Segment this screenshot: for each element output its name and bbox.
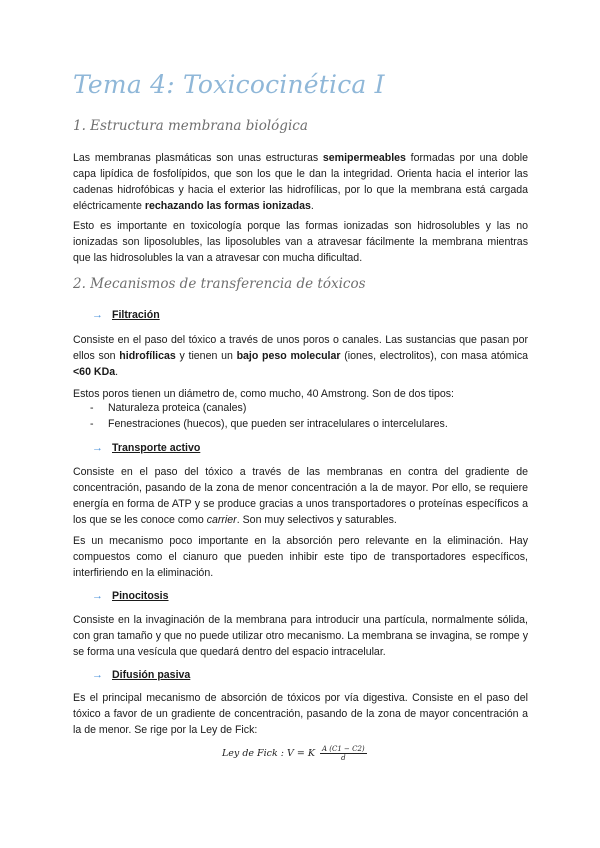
arrow-right-icon: → — [92, 590, 103, 602]
section-1-heading: 1. Estructura membrana biológica — [73, 118, 308, 134]
bold-text: <60 KDa — [73, 366, 116, 378]
filtracion-paragraph-1 — [73, 332, 528, 380]
pinocitosis-paragraph-1: Consiste en la invaginación de la membrana para introducir una partícula, normalmente sólida, con gran tamaño y que no puede utilizar otro mecanismo. La membrana se invagina, se rompe y se forma una vesícula que quedará dentro del espacio intracelular. — [73, 614, 528, 658]
bold-text: bajo peso molecular — [236, 350, 341, 362]
list-item-text: Naturaleza proteica (canales) — [108, 402, 247, 414]
arrow-right-icon: → — [92, 669, 103, 681]
dash-bullet: - — [90, 402, 94, 414]
difusion-heading: Difusión pasiva — [112, 669, 191, 681]
bold-text: semipermeables — [322, 152, 406, 164]
italic-text: carrier — [206, 514, 237, 526]
text: formadas por una doble capa lipídica de fosfolípidos, que son los que le dan la integridad. Orienta hacia el interior las cadenas hidrofóbicas y hacia el exterior las hidrofílicas, por lo que la membrana está cargada eléctricamente — [73, 152, 528, 212]
list-item — [90, 418, 448, 430]
text: Consiste en el paso del tóxico a través de las membranas en contra del gradiente de concentración, pasando de la zona de menor concentración a la de mayor. Por ello, se requiere energía en forma de ATP y se produce gracias a unos transportadores o proteínas específicos a los que se les conoce como — [73, 466, 528, 526]
bold-text: rechazando las formas ionizadas — [144, 200, 311, 212]
dash-bullet: - — [90, 418, 94, 430]
difusion-paragraph-1: Es el principal mecanismo de absorción de tóxicos por vía digestiva. Consiste en el paso del tóxico a favor de un gradiente de concentración, pasando de la zona de mayor concentración a la de menor. Se rige por la Ley de Fick: — [73, 692, 528, 736]
text: (iones, electrolitos), con masa atómica — [340, 350, 529, 362]
formula-left: Ley de Fick : V = K — [222, 748, 315, 759]
arrow-right-icon: → — [92, 442, 103, 454]
page-title: Tema 4: Toxicocinética I — [73, 70, 385, 99]
s1-paragraph-2: Esto es importante en toxicología porque las formas ionizadas son hidrosolubles y las no ionizadas son liposolubles, las liposolubles van a atravesar fácilmente la membrana mientras que las hidrosolubles la van a atravesar con mucha dificultad. — [73, 220, 528, 264]
text: . — [310, 200, 314, 212]
text: Las membranas plasmáticas son unas estructuras — [73, 152, 323, 164]
section-2-heading: 2. Mecanismos de transferencia de tóxicos — [73, 276, 366, 292]
bold-text: hidrofílicas — [119, 350, 176, 362]
filtracion-heading: Filtración — [112, 309, 160, 321]
transporte-paragraph-1 — [73, 464, 528, 528]
formula-fraction — [320, 745, 367, 762]
pinocitosis-heading: Pinocitosis — [112, 590, 169, 602]
arrow-right-icon: → — [92, 309, 103, 321]
formula-denominator: d — [341, 754, 346, 762]
text: . — [115, 366, 119, 378]
list-item-text: Fenestraciones (huecos), que pueden ser intracelulares o intercelulares. — [108, 418, 448, 430]
transporte-paragraph-2: Es un mecanismo poco importante en la absorción pero relevante en la eliminación. Hay compuestos como el cianuro que pueden inhibir este tipo de transportadores específicos, interfiriendo en la eliminación. — [73, 535, 528, 579]
formula-numerator: A (C1 − C2) — [321, 745, 365, 753]
filtracion-paragraph-2: Estos poros tienen un diámetro de, como mucho, 40 Amstrong. Son de dos tipos: — [73, 388, 455, 400]
s1-paragraph-1 — [73, 150, 528, 214]
fick-formula — [222, 745, 367, 762]
text: . Son muy selectivos y saturables. — [236, 514, 397, 526]
text: y tienen un — [175, 350, 237, 362]
list-item — [90, 402, 246, 414]
text: Consiste en el paso del tóxico a través de unos poros o canales. Las sustancias que pasan por ellos son — [73, 334, 528, 362]
transporte-heading: Transporte activo — [112, 442, 201, 454]
